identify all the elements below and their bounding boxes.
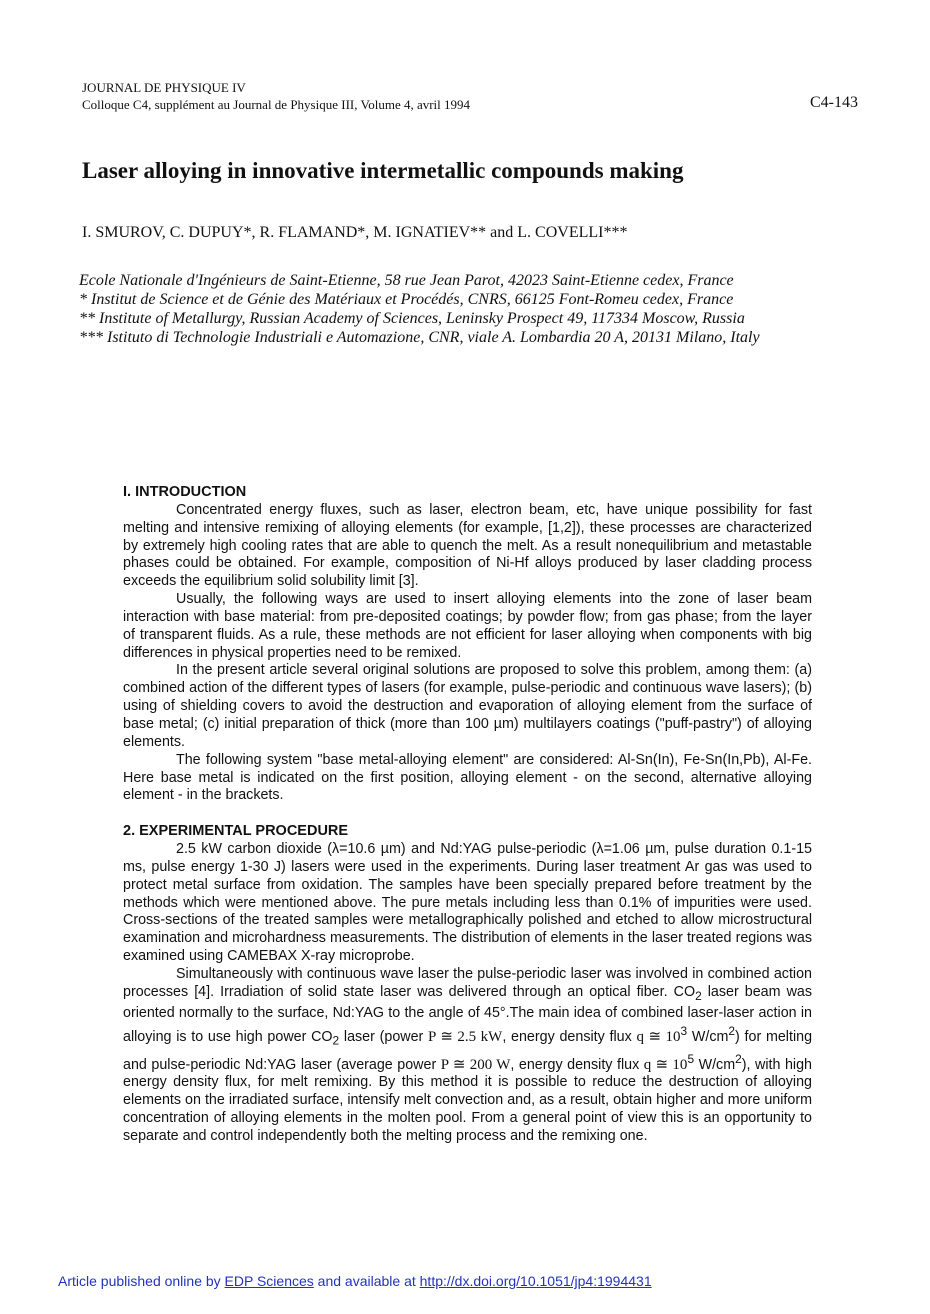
superscript: 3 [680,1024,688,1039]
text-run: laser beam was oriented normally to the surface, Nd:YAG to the angle of 45°.The main idea of combined laser-laser action in alloying is to use high power CO [123,983,813,1046]
text-run: W/cm [694,1056,736,1073]
subscript: 2 [332,1033,340,1048]
text-run: laser (power [339,1029,429,1046]
math-expression: P ≅ 2.5 kW [428,1029,503,1046]
affiliation-line: * Institut de Science et de Génie des Matériaux et Procédés, CNRS, 66125 Font-Romeu cedex, France [79,291,734,308]
doi-link[interactable]: http://dx.doi.org/10.1051/jp4:1994431 [419,1273,652,1289]
publication-footer [58,1273,652,1289]
section-heading-introduction: I. INTRODUCTION [123,484,247,500]
colloque-line: Colloque C4, supplément au Journal de Physique III, Volume 4, avril 1994 [82,97,471,112]
text-run: Simultaneously with continuous wave laser the pulse-periodic laser was involved in combined action processes [4]. Irradiation of solid state laser was delivered through an optical fiber. CO [123,965,812,1000]
paragraph: 2.5 kW carbon dioxide (λ=10.6 µm) and Nd:YAG pulse-periodic (λ=1.06 µm, pulse duration 0.1-15 ms, pulse energy 1-30 J) lasers were used in the experiments. During laser treatment Ar gas was used to protect metal surface from oxidation. The samples have been specially prepared before treatment by the methods which were mentioned above. The pure metals including less than 0.1% of impurities were used. Cross-sections of the treated samples were metallographically polished and etched to allow microstructural examination and microhardness measurements. The distribution of elements in the laser treated regions was examined using CAMEBAX X-ray microprobe. [123,841,812,965]
superscript: 2 [735,1051,742,1066]
paper-title: Laser alloying in innovative intermetallic compounds making [82,158,684,183]
text-run: , energy density flux [510,1056,644,1073]
superscript: 2 [728,1024,736,1039]
subscript: 2 [695,988,702,1003]
footer-middle: and available at [313,1273,420,1289]
text-run: , energy density flux [502,1029,637,1046]
paragraph: The following system "base metal-alloying element" are considered: Al-Sn(In), Fe-Sn(In,Pb), Al-Fe. Here base metal is indicated on the first position, alloying element - on the second, alternative alloying element - in the brackets. [123,751,812,804]
math-expression: q ≅ 10 [636,1029,681,1046]
text-run: ) for melting and pulse-periodic Nd:YAG laser (average power [123,1029,813,1073]
paragraph: Usually, the following ways are used to insert alloying elements into the zone of laser beam interaction with base material: from pre-deposited coatings; by powder flow; from gas phase; from the layer of transparent fluids. As a rule, these methods are not efficient for laser alloying when components with big differences in physical properties need to be remixed. [123,591,812,661]
section-heading-experimental: 2. EXPERIMENTAL PROCEDURE [123,823,349,840]
page-number: C4-143 [810,94,858,111]
affiliation-line: Ecole Nationale d'Ingénieurs de Saint-Etienne, 58 rue Jean Parot, 42023 Saint-Etienne cedex, France [79,272,734,289]
affiliations [79,271,760,347]
journal-header [82,79,860,113]
paragraph: In the present article several original solutions are proposed to solve this problem, among them: (a) combined action of the different types of lasers (for example, pulse-periodic and continuous wave lasers); (b) using of shielding covers to avoid the destruction and evaporation of alloying element from the surface of base metal; (c) initial preparation of thick (more than 100 µm) multilayers coatings ("puff-pastry") of alloying elements. [123,662,812,750]
author-list: I. SMUROV, C. DUPUY*, R. FLAMAND*, M. IGNATIEV** and L. COVELLI*** [82,224,628,241]
math-expression: q ≅ 10 [643,1056,688,1073]
body-text [123,484,812,1146]
text-run: W/cm [687,1029,729,1046]
paragraph [123,966,812,1146]
affiliation-line: *** Istituto di Technologie Industriali e Automazione, CNR, viale A. Lombardia 20 A, 20131 Milano, Italy [79,329,760,346]
journal-name: JOURNAL DE PHYSIQUE IV [82,80,246,95]
paragraph: Concentrated energy fluxes, such as laser, electron beam, etc, have unique possibility for fast melting and intensive remixing of alloying elements (for example, [1,2]), these processes are characterized by extremely high cooling rates that are able to quench the melt. As a result nonequilibrium and metastable phases could be obtained. For example, composition of Ni-Hf alloys produced by laser cladding process exceeds the equilibrium solid solubility limit [3]. [123,501,812,590]
footer-prefix: Article published online by [58,1273,225,1289]
math-expression: P ≅ 200 W [440,1056,511,1073]
text-run: ), with high energy density flux, for melt remixing. By this method it is possible to reduce the destruction of alloying elements on the irradiated surface, intensify melt convection and, as a result, obtain higher and more uniform concentration of alloying elements in the molten pool. From a general point of view this is an opportunity to separate and control independently both the melting process and the remixing one. [123,1056,812,1144]
publisher-link[interactable]: EDP Sciences [224,1273,314,1289]
affiliation-line: ** Institute of Metallurgy, Russian Academy of Sciences, Leninsky Prospect 49, 117334 Moscow, Russia [79,310,745,327]
superscript: 5 [687,1051,695,1066]
